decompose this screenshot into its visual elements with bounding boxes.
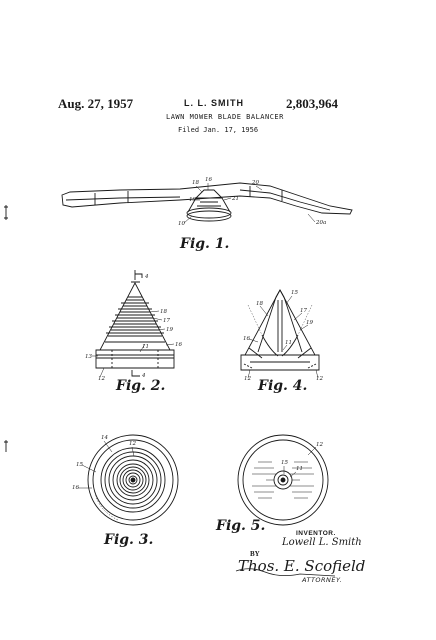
fig4-cone-section (241, 290, 319, 370)
ref-20a: 20a (316, 220, 327, 226)
filing-date: Filed Jan. 17, 1956 (178, 126, 259, 134)
inventor-heading: L. L. SMITH (184, 98, 244, 108)
ref-10: 10 (178, 221, 185, 227)
fig4-label: Fig. 4. (258, 378, 308, 394)
ref-12-right: 12 (316, 376, 323, 382)
ref-4-bottom: 4 (142, 373, 146, 379)
ref-12: 12 (98, 376, 105, 382)
ref-16: 16 (175, 342, 182, 348)
ref-11: 11 (285, 340, 292, 346)
fig1-label: Fig. 1. (180, 236, 230, 252)
ref-18: 18 (160, 309, 167, 315)
ref-16: 16 (243, 336, 250, 342)
margin-marks (4, 205, 8, 452)
ref-11: 11 (142, 344, 149, 350)
ref-12: 12 (129, 441, 136, 447)
fig1-blade-drawing (62, 183, 352, 221)
by-label: BY (250, 550, 260, 558)
fig2-label: Fig. 2. (116, 378, 166, 394)
ref-20: 20 (252, 180, 259, 186)
fig2-numerals (85, 274, 182, 382)
fig5-label: Fig. 5. (216, 518, 266, 534)
ref-12: 12 (316, 442, 323, 448)
ref-11: 11 (296, 466, 303, 472)
attorney-signature: Thos. E. Scofield (238, 557, 366, 575)
fig1-leaders (184, 183, 315, 223)
ref-17: 17 (300, 308, 307, 314)
ref-15: 15 (281, 460, 288, 466)
ref-18: 18 (192, 180, 199, 186)
ref-15: 15 (291, 290, 298, 296)
patent-number: 2,803,964 (286, 96, 338, 111)
patent-title: LAWN MOWER BLADE BALANCER (166, 113, 284, 121)
ref-17: 17 (163, 318, 170, 324)
patent-date: Aug. 27, 1957 (58, 96, 134, 111)
ref-13: 13 (85, 354, 92, 360)
ref-18: 18 (256, 301, 263, 307)
inventor-name: Lowell L. Smith (282, 537, 362, 548)
fig3-plan-view (88, 435, 178, 525)
ref-15: 15 (76, 462, 83, 468)
ref-19: 19 (189, 197, 196, 203)
ref-19: 19 (306, 320, 313, 326)
ref-19: 19 (166, 327, 173, 333)
ref-4-top: 4 (145, 274, 149, 280)
fig5-numerals (281, 442, 323, 472)
ref-12-left: 12 (244, 376, 251, 382)
ref-21: 21 (232, 196, 239, 202)
ref-16: 16 (205, 177, 212, 183)
fig3-leaders (78, 441, 134, 488)
attorney-label: ATTORNEY. (302, 576, 343, 584)
ref-16: 16 (72, 485, 79, 491)
fig4-leaders (248, 296, 318, 378)
fig3-label: Fig. 3. (104, 532, 154, 548)
ref-14: 14 (101, 435, 108, 441)
inventor-label: INVENTOR. (296, 530, 336, 537)
